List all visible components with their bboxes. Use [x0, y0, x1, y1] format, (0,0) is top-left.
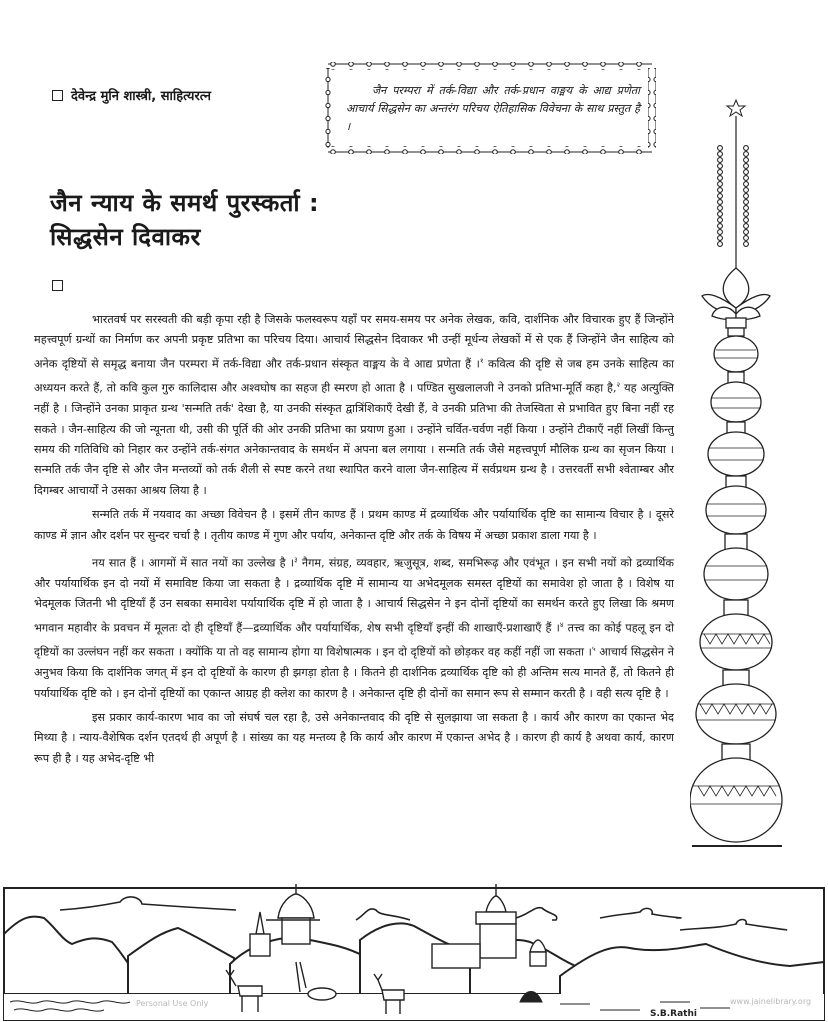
watermark-right: www.jainelibrary.org [730, 997, 812, 1006]
paragraph-2: सन्मति तर्क में नयवाद का अच्छा विवेचन है । इसमें तीन काण्ड हैं । प्रथम काण्ड में द्रव्यार्थिक और पर्यायार्थिक दृष्टि का सामान्य विचार है । दूसरे काण्ड में ज्ञान और दर्शन पर सुन्दर चर्चा है । तृतीय काण्ड में गुण और पर्याय, अनेकान्त दृष्टि और तर्क के विषय में अच्छा प्रकाश डाला गया है । [34, 508, 674, 542]
watermark-left: Personal Use Only [136, 999, 209, 1008]
square-bullet-icon [52, 90, 63, 101]
paragraph-4: इस प्रकार कार्य-कारण भाव का जो संघर्ष चल रहा है, उसे अनेकान्तवाद की दृष्टि से सुलझाया जा सकता है । कार्य और कारण का एकान्त भेद मिथ्या है । न्याय-वैशेषिक दर्शन एतदर्थ ही अपूर्ण है । सांख्य का यह मन्तव्य है कि कार्य और कारण में एकान्त अभेद है । कारण ही कार्य है अथवा कार्य, कारण रूप ही है । यह अभेद-दृष्टि भी [34, 710, 674, 765]
title-line-2: सिद्धसेन दिवाकर [50, 223, 201, 251]
author-name: देवेन्द्र मुनि शास्त्री, साहित्यरत्न [71, 89, 211, 104]
footnote-ref: १ [479, 356, 484, 365]
abstract-box [324, 60, 656, 156]
square-bullet-icon [52, 280, 63, 291]
author-byline [52, 86, 211, 104]
footnote-ref: ४ [559, 620, 564, 629]
paragraph-1: भारतवर्ष पर सरस्वती की बड़ी कृपा रही है जिसके फलस्वरूप यहाँ पर समय-समय पर अनेक लेखक, कवि, दार्शनिक और विचारक हुए हैं जिन्होंने महत्त्वपूर्ण ग्रन्थों का निर्माण कर अपनी प्रकृष्ट प्रतिभा का परिचय दिया। आचार्य सिद्धसेन दिवाकर भी उन्हीं मूर्धन्य लेखकों में से एक हैं जिन्होंने जैन साहित्य को अनेक दृष्टियों से समृद्ध बनाया जैन परम्परा में तर्क-विद्या और तर्क-प्रधान संस्कृत वाङ्मय के वे आद्य प्रणेता हैं ।$^१$ कवित्व की दृष्टि से जब हम उनके साहित्य का अध्ययन करते हैं, तो कवि कुल गुरु कालिदास और अश्वघोष का सहज ही स्मरण हो आता है । पण्डित सुखलालजी ने उनको प्रतिभा-मूर्ति कहा है,$^२$ यह अत्युक्ति नहीं है । जिन्होंने उनका प्राकृत ग्रन्थ 'सन्मति तर्क' देखा है, या उनकी संस्कृत द्वात्रिंशिकाएँ देखी हैं, वे उनकी प्रतिभा की तेजस्विता से प्रभावित हुए बिना नहीं रह सकते । जैन-साहित्य की जो न्यूनता थी, उसी की पूर्ति की ओर उनकी प्रतिभा का प्रयाण हुआ । उन्होंने चर्वित-चर्वण नहीं किया । उन्होंने टीकाएँ नहीं लिखीं किन्तु समय की गतिविधि को निहार कर उन्होंने तर्क-संगत अनेकान्तवाद के समर्थन में अपना बल लगाया । सन्मति तर्क जैसे महत्त्वपूर्ण मौलिक ग्रन्थ का सृजन किया । सन्मति तर्क जैन दृष्टि से और जैन मन्तव्यों को तर्क शैली से स्पष्ट करने तथा स्थापित करने वाला जैन-साहित्य में सर्वप्रथम ग्रन्थ है । उत्तरवर्ती सभी श्वेताम्बर और दिगम्बर आचार्यों ने उसका आश्रय लिया है । [34, 313, 674, 497]
artist-signature: S.B.Rathi [650, 1009, 697, 1019]
abstract-text: जैन परम्परा में तर्क-विद्या और तर्क-प्रधान वाङ्मय के आद्य प्रणेता आचार्य सिद्धसेन का अन्तरंग परिचय ऐतिहासिक विवेचना के साथ प्रस्तुत है । [346, 84, 640, 133]
footnote-ref: ३ [294, 555, 298, 564]
title-line-1: जैन न्याय के समर्थ पुरस्कर्ता : [50, 189, 320, 217]
star-icon [727, 100, 745, 116]
footnote-ref: २ [616, 380, 621, 389]
ornamental-pillar-icon [690, 96, 810, 866]
landscape-illustration-icon [0, 884, 828, 1022]
chain-border-icon [324, 60, 656, 156]
article-body [34, 310, 674, 773]
article-title [50, 186, 319, 254]
footnote-ref: ५ [591, 645, 596, 654]
paragraph-3: नय सात हैं । आगमों में सात नयों का उल्लेख है ।$^३$ नैगम, संग्रह, व्यवहार, ऋजुसूत्र, शब्द, समभिरूढ़ और एवंभूत । इन सभी नयों को द्रव्यार्थिक और पर्यायार्थिक इन दो नयों में समाविष्ट किया जा सकता है । द्रव्यार्थिक दृष्टि में सामान्य या अभेदमूलक समस्त दृष्टियों का समावेश हो जाता है । विशेष या भेदमूलक जितनी भी दृष्टियाँ हैं उन सबका समावेश पर्यायार्थिक दृष्टि में हो जाता है । आचार्य सिद्धसेन ने इन दोनों दृष्टियों का समर्थन करते हुए लिखा कि श्रमण भगवान महावीर के प्रवचन में मूलतः दो ही दृष्टियाँ हैं—द्रव्यार्थिक और पर्यायार्थिक, शेष सभी दृष्टियाँ इन्हीं की शाखाएँ-प्रशाखाएँ हैं ।$^४$ तत्त्व का कोई पहलू इन दो दृष्टियों का उल्लंघन नहीं कर सकता । क्योंकि या तो वह सामान्य होगा या विशेषात्मक । इन दो दृष्टियों को छोड़कर वह कहीं नहीं जा सकता ।$^५$ आचार्य सिद्धसेन ने अनुभव किया कि दार्शनिक जगत् में इन दो दृष्टियों के कारण ही झगड़ा होता है । कितने ही दार्शनिक द्रव्यार्थिक दृष्टि को ही अन्तिम सत्य मानते हैं, तो कितने ही पर्यायार्थिक दृष्टि को । इन दोनों दृष्टियों का एकान्त आग्रह ही क्लेश का कारण है । अनेकान्त दृष्टि ही दोनों का समान रूप से सम्मान करती है । वही सत्य दृष्टि है । [34, 555, 674, 700]
